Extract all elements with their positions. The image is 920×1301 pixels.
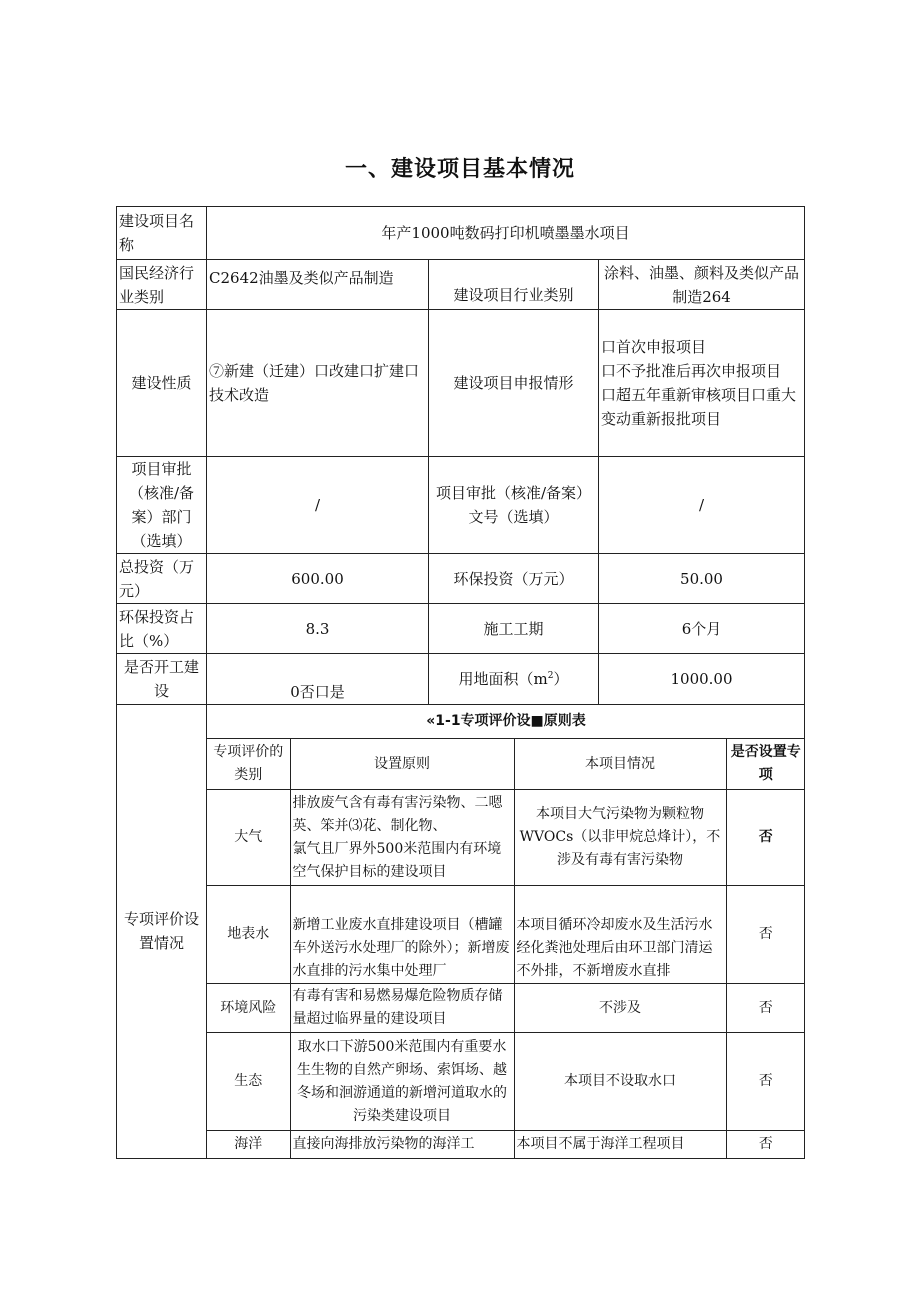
situation-cell: 本项目循环冷却废水及生活污水经化粪池处理后由环卫部门清运不外排，不新增废水直排 [514,886,726,984]
nature-label: 建设性质 [117,310,207,457]
approval-dept-label: 项目审批（核准/备案）部门（选填） [117,457,207,554]
situation-cell: 本项目大气污染物为颗粒物WVOCs（以非甲烷总烽计），不涉及有毒有害污染物 [514,790,726,886]
row-investment [117,554,805,604]
total-investment-label: 总投资（万元） [117,554,207,604]
category-cell: 环境风险 [207,984,290,1033]
land-area-label-end: ） [553,670,569,688]
declaration-value: 口首次申报项目 口不予批准后再次申报项目 口超五年重新审核项目口重大变动重新报批项目 [599,310,805,457]
approval-dept-value: / [207,457,429,554]
situation-cell: 本项目不属于海洋工程项目 [514,1131,726,1158]
started-value: 0否口是 [207,654,429,705]
construction-period-value: 6个月 [599,604,805,654]
declaration-label: 建设项目申报情形 [429,310,599,457]
special-header-row [207,739,805,790]
special-table-caption: «1-1专项评价设■原则表 [426,713,586,729]
setting-cell: 否 [726,886,805,984]
construction-period-label: 施工工期 [429,604,599,654]
table-row [207,790,805,886]
land-area-unit-sup: 2 [547,671,554,681]
setting-cell: 否 [726,790,805,886]
env-ratio-label: 环保投资占比（%） [117,604,207,654]
situation-cell: 本项目不设取水口 [514,1033,726,1131]
table-row [207,1033,805,1131]
row-started [117,654,805,705]
header-setting: 是否设置专项 [726,739,805,790]
project-industry-value: 涂料、油墨、颜料及类似产品制造264 [599,260,805,310]
category-cell: 地表水 [207,886,290,984]
project-info-table [116,206,805,1159]
row-nature [117,310,805,457]
special-caption-row [207,705,805,739]
table-row [207,886,805,984]
row-ratio [117,604,805,654]
land-area-value: 1000.00 [599,654,805,705]
principle-cell: 新增工业废水直排建设项目（槽罐车外送污水处理厂的除外）；新增废水直排的污水集中处理厂 [290,886,514,984]
project-name-value: 年产1000吨数码打印机喷墨墨水项目 [207,207,805,260]
category-cell: 大气 [207,790,290,886]
situation-cell: 不涉及 [514,984,726,1033]
nature-value: ⑦新建（迁建）口改建口扩建口技术改造 [207,310,429,457]
special-label: 专项评价设置情况 [117,705,207,1159]
table-row [207,1131,805,1158]
setting-cell: 否 [726,1131,805,1158]
setting-cell: 否 [726,984,805,1033]
approval-doc-label: 项目审批（核准/备案）文号（选填） [429,457,599,554]
row-industry [117,260,805,310]
row-project-name [117,207,805,260]
started-label: 是否开工建设 [117,654,207,705]
principle-cell: 有毒有害和易燃易爆危险物质存储量超过临界量的建设项目 [290,984,514,1033]
header-principle: 设置原则 [290,739,514,790]
header-category: 专项评价的类别 [207,739,290,790]
category-cell: 生态 [207,1033,290,1131]
industry-value: C2642油墨及类似产品制造 [207,260,429,310]
principle-cell: 取水口下游500米范围内有重要水生生物的自然产卵场、索饵场、越冬场和洄游通道的新增河道取水的污染类建设项目 [290,1033,514,1131]
env-ratio-value: 8.3 [207,604,429,654]
project-name-label: 建设项目名称 [117,207,207,260]
header-situation: 本项目情况 [514,739,726,790]
env-investment-label: 环保投资（万元） [429,554,599,604]
page-title: 一、建设项目基本情况 [344,157,575,182]
category-cell: 海洋 [207,1131,290,1158]
row-approval [117,457,805,554]
principle-cell: 直接向海排放污染物的海洋工 [290,1131,514,1158]
special-cell [207,705,805,1159]
total-investment-value: 600.00 [207,554,429,604]
land-area-label [429,654,599,705]
row-special [117,705,805,1159]
env-investment-value: 50.00 [599,554,805,604]
special-eval-table [207,705,805,1158]
land-area-label-text: 用地面积（m [458,670,548,688]
industry-label: 国民经济行业类别 [117,260,207,310]
table-row [207,984,805,1033]
principle-cell: 排放废气含有毒有害污染物、二嗯英、笨并⑶花、制化物、 氯气且厂界外500米范围内有环境空气保护目标的建设项目 [290,790,514,886]
approval-doc-value: / [599,457,805,554]
setting-cell: 否 [726,1033,805,1131]
project-industry-label: 建设项目行业类别 [429,260,599,310]
